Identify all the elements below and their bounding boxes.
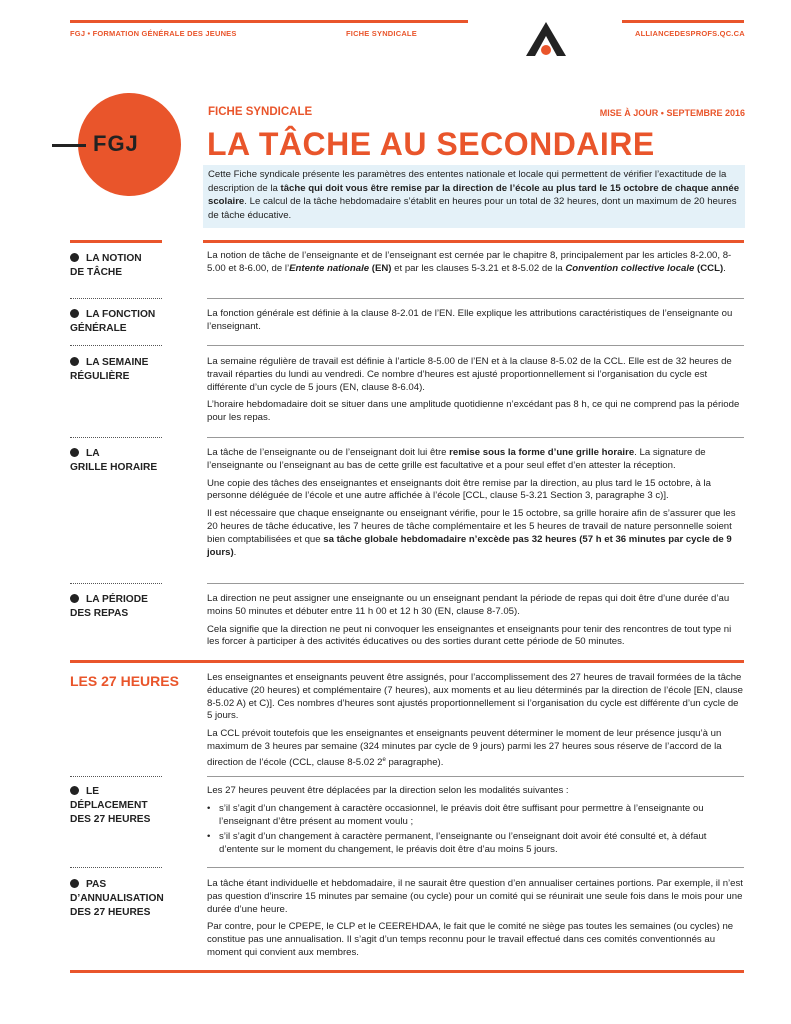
section-head-semaine: LA SEMAINE RÉGULIÈRE (70, 357, 149, 382)
section-head-annualisation: PAS D’ANNUALISATION DES 27 HEURES (70, 879, 164, 918)
intro-text-2: . Le calcul de la tâche hebdomadaire s’établit en heures pour un total de 32 heures, dont un maximum de 20 heures de tâche éducative. (208, 196, 737, 221)
section-body-grille: La tâche de l’enseignante ou de l’enseignant doit lui être remise sous la forme d’une grille horaire. La signature de l’enseignante ou l’enseignant au bas de cette grille est facultative et a pour seul effet d’en attester la réception. Une copie des tâches des enseignantes et enseignants doit être remise par la direction, au plus tard le 15 octobre, à la personne déléguée de l’école et une autre affichée à l’école [CCL, clause 5-3.21 Section 3, paragraphe 3 c)]. Il est nécessaire que chaque enseignante ou enseignant vérifie, pour le 15 octobre, sa grille horaire afin de s’assurer que les 20 heures de tâche éducative, les 7 heures de tâche complémentaire et les 5 heures de travail de nature personnelle soient bien comptabilisées et que sa tâche globale hebdomadaire n’excède pas 32 heures (57 h et 36 minutes par cycle de 9 jours). (207, 447, 736, 558)
divider (70, 437, 162, 438)
orange-rule (203, 240, 744, 243)
divider (70, 345, 162, 346)
fgj-badge-text: FGJ (93, 131, 139, 156)
deplacement-list (207, 803, 744, 857)
section-head-27-heures: LES 27 HEURES (70, 673, 179, 689)
kicker: FICHE SYNDICALE (208, 106, 313, 118)
divider (70, 776, 162, 777)
header-left-text: FGJ • FORMATION GÉNÉRALE DES JEUNES (70, 29, 237, 38)
bullet-icon (70, 253, 79, 262)
divider (207, 345, 744, 346)
intro-text-1: Cette Fiche syndicale présente les paramètres des ententes nationale et locale qui permettent de vérifier l’exactitude de la description de la (208, 169, 727, 194)
bullet-icon (70, 357, 79, 366)
intro-box (203, 165, 745, 228)
divider (207, 867, 744, 868)
divider (70, 583, 162, 584)
list-item: • s’il s’agit d’un changement à caractère permanent, l’enseignante ou l’enseignant doit avoir été consulté et, à défaut d’entente sur le moment du changement, le préavis doit être d’au moins 5 jours. (207, 831, 744, 857)
section-head-grille: LA GRILLE HORAIRE (70, 448, 158, 473)
intro-bold: tâche qui doit vous être remise par la direction de l’école au plus tard le 15 octobre de chaque année scolaire (208, 182, 740, 208)
divider (207, 298, 744, 299)
divider (207, 437, 744, 438)
section-head-fonction: LA FONCTION GÉNÉRALE (70, 309, 156, 334)
section-body-fonction: La fonction générale est définie à la clause 8-2.01 de l’EN. Elle explique les attributions caractéristiques de l’enseignante ou l’enseignant. (207, 308, 733, 332)
bullet-icon (70, 879, 79, 888)
list-item: • s’il s’agit d’un changement à caractère occasionnel, le préavis doit être suffisant pour permettre à l’enseignante ou l’enseignant d’être présent au moment voulu ; (207, 803, 744, 829)
header-center-text: FICHE SYNDICALE (346, 29, 417, 38)
section-body-annualisation: La tâche étant individuelle et hebdomadaire, il ne saurait être question d’en annualiser certaines portions. Par exemple, il n’est pas question d’inscrire 15 minutes par semaine (ou cycle) pour un comité qui se réunirait une seule fois dans le mois pour une durée d’une heure. Par contre, pour le CPEPE, le CLP et le CEEREHDAA, le fait que le comité ne siège pas toutes les semaines (ou cycles) ne constitue pas une annualisation. Il s’agit d’un temps reconnu pour le travail effectué dans ces comités conventionnés au moment qui convient aux membres. (207, 878, 743, 958)
section-head-deplacement: LE DÉPLACEMENT DES 27 HEURES (70, 786, 151, 825)
section-head-notion: LA NOTION DE TÂCHE (70, 253, 142, 278)
orange-rule-left (70, 240, 162, 243)
orange-rule-bottom (70, 970, 744, 973)
divider (70, 298, 162, 299)
alliance-logo-icon (524, 20, 568, 58)
section-body-deplacement: Les 27 heures peuvent être déplacées par la direction selon les modalités suivantes : • s’il s’agit d’un changement à caractère occasionnel, le préavis doit être suffisant pour permettre à l’enseignante ou l’enseignant d’être présent au moment voulu ; • s’il s’agit d’un changement à caractère permanent, l’enseignante ou l’enseignant doit avoir été consulté et, à défaut d’entente sur le moment du changement, le préavis doit être d’au moins 5 jours. (207, 785, 744, 860)
page-title: LA TÂCHE AU SECONDAIRE (207, 126, 655, 162)
bullet-icon (70, 448, 79, 457)
bullet-icon (70, 786, 79, 795)
divider (207, 583, 744, 584)
update-date: MISE À JOUR • SEPTEMBRE 2016 (599, 108, 745, 118)
header-right-text[interactable]: ALLIANCEDESPROFS.QC.CA (635, 29, 745, 38)
badge-line (52, 144, 86, 147)
divider (70, 867, 162, 868)
bullet-icon (70, 309, 79, 318)
section-body-semaine: La semaine régulière de travail est définie à l’article 8-5.00 de l’EN et à la clause 8-5.02 de la CCL. Elle est de 32 heures de travail réparties du lundi au vendredi. Ce nombre d’heures est ajusté proportionnellement si l’organisation du cycle est différente d’un cycle de 5 jours (EN, clause 8-6.04). L’horaire hebdomadaire doit se situer dans une amplitude quotidienne n’excédant pas 8 h, ce qui ne comprend pas la période pour les repas. (207, 356, 740, 424)
section-body-notion: La notion de tâche de l’enseignante et de l’enseignant est cernée par le chapitre 8, principalement par les articles 8-2.00, 8-5.00 et 8-6.00, de l’Entente nationale (EN) et par les clauses 5-3.21 et 8-5.02 de la Convention collective locale (CCL). (207, 250, 732, 274)
section-head-repas: LA PÉRIODE DES REPAS (70, 594, 148, 619)
divider (207, 776, 744, 777)
bullet-icon (70, 594, 79, 603)
section-body-repas: La direction ne peut assigner une enseignante ou un enseignant pendant la période de repas qui doit être d’une durée d’au moins 50 minutes et débuter entre 11 h 00 et 12 h 30 (EN, clause 8-7.05). Cela signifie que la direction ne peut ni convoquer les enseignantes et enseignants pour tenir des rencontres de tout type ni les forcer à participer à des activités éducatives ou des sorties durant cette période de 50 minutes. (207, 593, 732, 648)
orange-rule (70, 660, 744, 663)
top-rule-right (622, 20, 744, 23)
section-body-27-heures: Les enseignantes et enseignants peuvent être assignés, pour l’accomplissement des 27 heures de travail formées de la tâche éducative (20 heures) et complémentaire (7 heures), aux moments et au lieu déterminés par la direction de l’école [EN, clause 8-5.02 A) et C)]. Ces nombres d’heures sont ajustés proportionnellement si l’organisation du cycle est différente d’un cycle de 5 jours. La CCL prévoit toutefois que les enseignantes et enseignants peuvent déterminer le moment de leur présence jusqu’à un maximum de 3 heures par semaine (324 minutes par cycle de 9 jours) parmi les 27 heures sous réserve de l’accord de la direction de l’école (CCL, clause 8-5.02 2e paragraphe). (207, 672, 743, 768)
top-rule-left (70, 20, 468, 23)
